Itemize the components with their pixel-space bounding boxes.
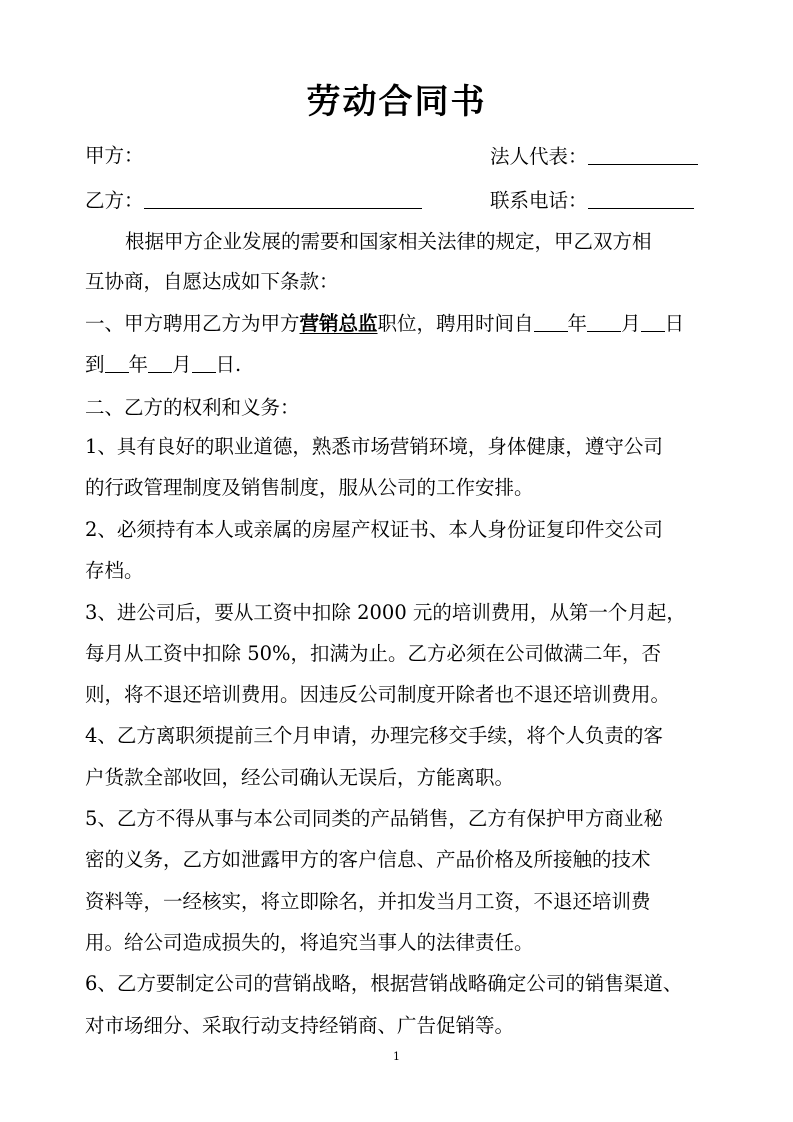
item-5-line-1: 5、乙方不得从事与本公司同类的产品销售，乙方有保护甲方商业秘: [85, 807, 663, 830]
item-3-line-3: 则，将不退还培训费用。因违反公司制度开除者也不退还培训费用。: [85, 683, 671, 706]
clause-1-line-2: [85, 350, 710, 379]
item-1-line-2: 的行政管理制度及销售制度，服从公司的工作安排。: [85, 476, 534, 499]
party-a-label: 甲方：: [85, 144, 144, 167]
item-6-line-2: 对市场细分、采取行动支持经销商、广告促销等。: [85, 1014, 515, 1037]
end-day-blank[interactable]: [192, 350, 216, 373]
start-day-label: 日: [664, 312, 685, 335]
end-year-blank[interactable]: [105, 350, 129, 373]
party-b-blank[interactable]: [144, 186, 422, 209]
end-year-label: 年: [128, 353, 149, 376]
position-title: 营销总监: [299, 312, 378, 335]
item-1-line-1: 1、具有良好的职业道德，熟悉市场营销环境，身体健康，遵守公司: [85, 435, 663, 458]
item-2-line-1: 2、必须持有本人或亲属的房屋产权证书、本人身份证复印件交公司: [85, 518, 663, 541]
item-3-line-1: 3、进公司后，要从工资中扣除 2000 元的培训费用，从第一个月起，: [85, 601, 686, 624]
end-day-label: 日.: [215, 353, 242, 376]
item-5-line-2: 密的义务，乙方如泄露甲方的客户信息、产品价格及所接触的技术: [85, 848, 651, 871]
end-month-blank[interactable]: [148, 350, 172, 373]
page-number: 1: [393, 1050, 400, 1063]
item-3-line-2: 每月从工资中扣除 50%，扣满为止。乙方必须在公司做满二年，否: [85, 642, 662, 665]
start-year-label: 年: [567, 312, 588, 335]
end-month-label: 月: [172, 353, 192, 376]
clause-2-heading: 二、乙方的权利和义务：: [85, 396, 300, 419]
start-day-blank[interactable]: [641, 309, 665, 332]
item-6-line-1: 6、乙方要制定公司的营销战略，根据营销战略确定公司的销售渠道、: [85, 972, 683, 995]
to-label: 到: [85, 353, 105, 376]
start-month-label: 月: [621, 312, 641, 335]
party-b-label: 乙方：: [85, 189, 144, 212]
clause-1-prefix: 一、甲方聘用乙方为甲方: [85, 312, 300, 335]
phone-blank[interactable]: [588, 186, 694, 209]
phone-label: 联系电话：: [490, 189, 588, 212]
legal-rep-line: [490, 142, 698, 171]
clause-1-line-1: [85, 309, 710, 338]
item-5-line-3: 资料等，一经核实，将立即除名，并扣发当月工资，不退还培训费: [85, 890, 651, 913]
document-title: 劳动合同书: [306, 82, 487, 122]
phone-line: [490, 186, 694, 215]
legal-rep-label: 法人代表：: [490, 145, 588, 168]
item-2-line-2: 存档。: [85, 559, 144, 582]
item-4-line-1: 4、乙方离职须提前三个月申请，办理完移交手续，将个人负责的客: [85, 724, 663, 747]
item-4-line-2: 户货款全部收回，经公司确认无误后，方能离职。: [85, 766, 515, 789]
legal-rep-blank[interactable]: [588, 142, 698, 165]
intro-line-1: 根据甲方企业发展的需要和国家相关法律的规定，甲乙双方相: [125, 230, 652, 253]
intro-line-2: 互协商，自愿达成如下条款：: [85, 270, 339, 293]
item-5-line-4: 用。给公司造成损失的，将追究当事人的法律责任。: [85, 931, 534, 954]
start-month-blank[interactable]: [587, 309, 621, 332]
start-year-blank[interactable]: [534, 309, 568, 332]
clause-1-middle: 职位，聘用时间自: [377, 312, 534, 335]
